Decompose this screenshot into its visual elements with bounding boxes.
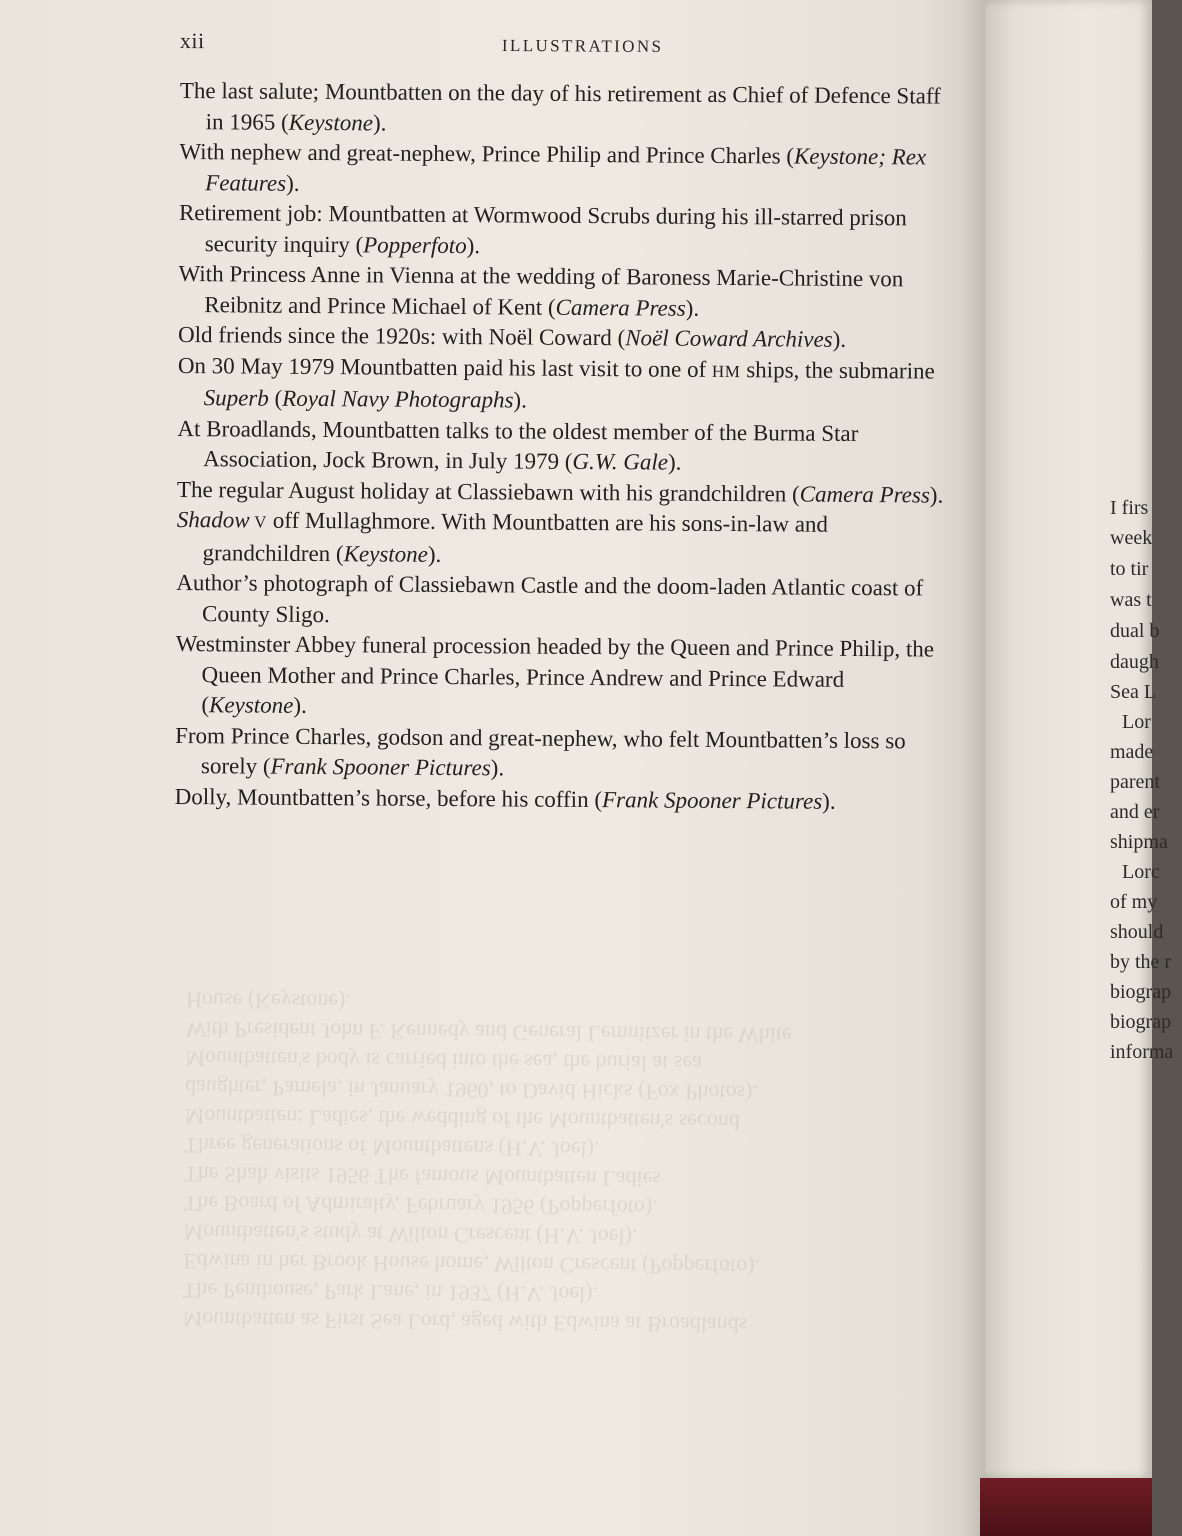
facing-page-line: shipma bbox=[1110, 831, 1168, 853]
entry-after: ). bbox=[490, 755, 505, 781]
illustration-entry bbox=[175, 629, 946, 726]
facing-page-line: of my bbox=[1110, 891, 1158, 913]
facing-page-line: parent bbox=[1110, 771, 1160, 793]
entry-before: off Mullaghmore. With Mountbatten are his sons-in-law and grandchildren ( bbox=[202, 507, 829, 566]
facing-page-line: Lorc bbox=[1122, 861, 1160, 883]
entry-before: From Prince Charles, godson and great-nephew, who felt Mountbatten’s loss so sorely ( bbox=[175, 722, 906, 779]
illustration-entry bbox=[178, 320, 948, 356]
entry-lead-italic: Shadow bbox=[176, 506, 250, 533]
facing-page-line: and er bbox=[1110, 801, 1160, 823]
entry-before: With Princess Anne in Vienna at the wedding of Baroness Marie-Christine von Reibnitz and Prince Michael of Kent ( bbox=[178, 260, 904, 320]
illustration-entry bbox=[176, 505, 946, 574]
illustrations-list bbox=[175, 76, 950, 818]
entry-after: ). bbox=[372, 109, 387, 136]
facing-page-line: by the r bbox=[1110, 951, 1172, 973]
entry-before: The regular August holiday at Classiebawn with his grandchildren ( bbox=[176, 476, 800, 507]
entry-after: ). bbox=[286, 170, 300, 196]
entry-italic: Keystone; Rex Features bbox=[205, 143, 927, 196]
entry-before: Author’s photograph of Classiebawn Castle and the doom-laden Atlantic coast of County Sligo. bbox=[176, 569, 924, 627]
entry-after: ). bbox=[929, 482, 944, 508]
illustration-entry bbox=[176, 568, 946, 635]
entry-italic: Popperfoto bbox=[363, 231, 467, 258]
entry-italic: Keystone bbox=[343, 540, 429, 567]
entry-after: ). bbox=[822, 788, 836, 814]
entry-before: With nephew and great-nephew, Prince Philip and Prince Charles ( bbox=[179, 138, 795, 169]
illustration-entry bbox=[178, 259, 948, 326]
illustration-entry bbox=[179, 198, 949, 265]
entry-italic: G.W. Gale bbox=[572, 448, 669, 475]
illustration-entry bbox=[179, 137, 949, 204]
facing-page-line: week bbox=[1110, 527, 1153, 549]
entry-middle2: ( bbox=[268, 385, 283, 411]
entry-italic-mid: Superb bbox=[203, 385, 269, 411]
facing-page-line: daugh bbox=[1110, 651, 1159, 673]
entry-italic: Noël Coward Archives bbox=[625, 325, 833, 352]
entry-after: ). bbox=[427, 541, 442, 567]
entry-after: ). bbox=[685, 295, 700, 321]
entry-after: ). bbox=[513, 387, 527, 413]
right-page bbox=[985, 0, 1174, 1478]
facing-page-line: biograp bbox=[1110, 1011, 1172, 1033]
show-through-text: Mountbatten as First Sea Lord, aged with Edwina at Broadlands The Penthouse, Park Lane, in 1937 (H.V. Joel). Edwina in her Brook House home, Wilton Crescent (Popperfoto). Mountbatten's study at Wilton Crescent (H.V. Joel). The Board of Admiralty, February 1956 (Popperfoto). The Shah visits 1956 The famous Mountbatten Ladies Three generations of Mountbattens (H.V. Joel). Mountbatten: Ladies, the wedding of the Mountbatten's second daughter, Pamela, in January 1960, to David Hicks (Fox Photos). Mountbatten's body is carried into the sea, the burial at sea With President John F. Kennedy and General Lemnitzer in the White House (Keystone). bbox=[182, 988, 792, 1338]
facing-page-line: to tir bbox=[1110, 558, 1149, 580]
entry-before: The last salute; Mountbatten on the day of his retirement as Chief of Defence Staff in 1965 ( bbox=[179, 77, 941, 135]
book-cover-edge bbox=[980, 1478, 1152, 1536]
entry-middle: ships, the submarine bbox=[740, 356, 935, 384]
entry-after: ). bbox=[466, 232, 481, 258]
entry-italic: Keystone bbox=[288, 109, 374, 135]
entry-after: ). bbox=[832, 326, 847, 352]
entry-after: ). bbox=[293, 692, 307, 718]
illustration-entry bbox=[177, 413, 947, 480]
facing-page-line: Lor bbox=[1122, 711, 1151, 733]
facing-page-line: I firs bbox=[1110, 497, 1149, 519]
illustration-entry bbox=[178, 350, 948, 419]
entry-before: At Broadlands, Mountbatten talks to the oldest member of the Burma Star Association, Jock Brown, in July 1979 ( bbox=[177, 415, 859, 474]
entry-italic: Keystone bbox=[208, 692, 294, 718]
entry-before: On 30 May 1979 Mountbatten paid his last visit to one of bbox=[177, 352, 713, 382]
entry-italic: Frank Spooner Pictures bbox=[601, 786, 823, 814]
entry-smallcaps: HM bbox=[711, 361, 741, 381]
entry-italic: Royal Navy Photographs bbox=[282, 385, 514, 413]
entry-before: Dolly, Mountbatten’s horse, before his coffin ( bbox=[174, 783, 603, 812]
facing-page-line: made bbox=[1110, 741, 1154, 763]
running-head bbox=[180, 28, 940, 63]
facing-page-line: biograp bbox=[1110, 981, 1172, 1003]
entry-italic: Camera Press bbox=[555, 294, 686, 321]
facing-page-line: was t bbox=[1110, 589, 1152, 611]
entry-before: Old friends since the 1920s: with Noël Coward ( bbox=[178, 321, 626, 351]
entry-before: Westminster Abbey funeral procession headed by the Queen and Prince Philip, the Queen Mother and Prince Charles, Prince Andrew and Prince Edward ( bbox=[175, 630, 935, 718]
facing-page-line: informa bbox=[1110, 1041, 1174, 1063]
facing-page-line: should bbox=[1110, 921, 1164, 943]
section-title: ILLUSTRATIONS bbox=[501, 35, 664, 56]
illustration-entry bbox=[175, 781, 945, 817]
entry-italic: Frank Spooner Pictures bbox=[270, 753, 491, 781]
facing-page-line: Sea L bbox=[1110, 681, 1157, 703]
entry-italic: Camera Press bbox=[799, 481, 930, 508]
illustration-entry bbox=[180, 76, 950, 143]
entry-after: ). bbox=[667, 449, 682, 475]
page-number: xii bbox=[179, 28, 205, 54]
entry-before: Retirement job: Mountbatten at Wormwood Scrubs during his ill-starred prison security inquiry ( bbox=[178, 199, 907, 257]
entry-lead-smallcaps: V bbox=[249, 512, 268, 532]
facing-page-line: dual b bbox=[1110, 620, 1160, 642]
illustration-entry bbox=[175, 720, 945, 787]
